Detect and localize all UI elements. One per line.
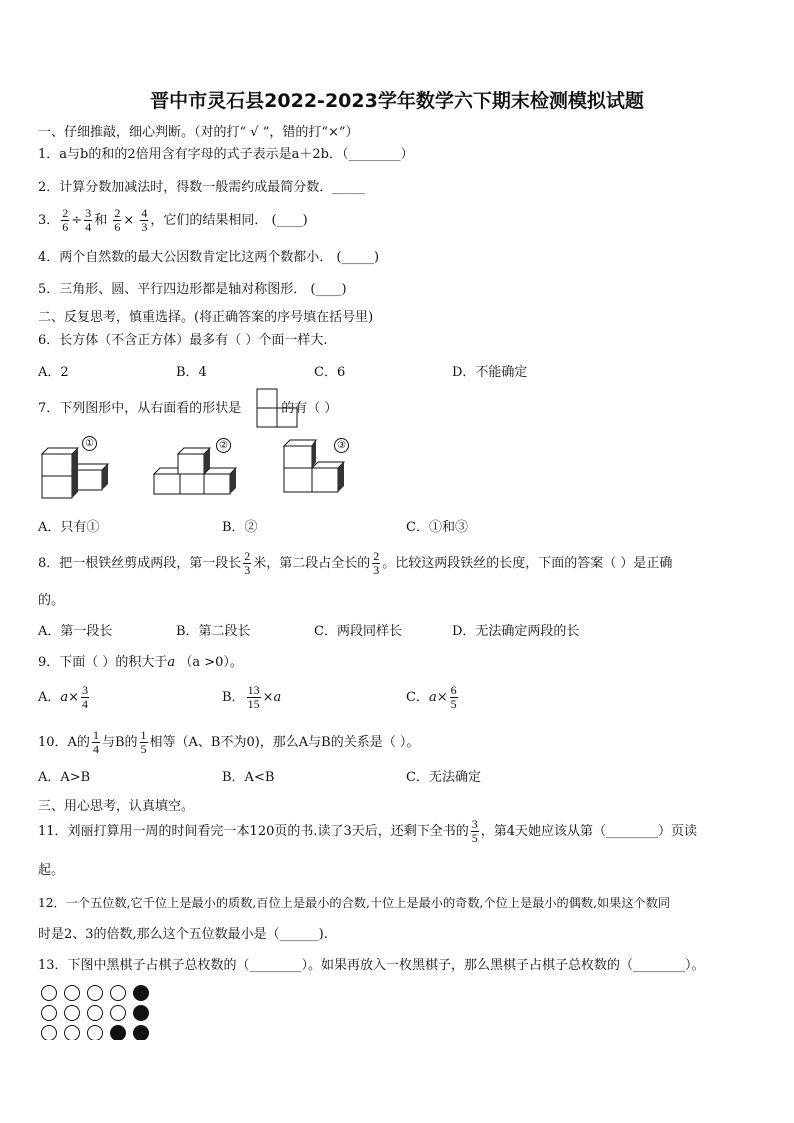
question-9-option-b[interactable]: B． $\frac{13}{15}$ ×a bbox=[222, 683, 282, 711]
white-chess-piece bbox=[42, 1006, 57, 1021]
question-5: 5．三角形、圆、平行四边形都是轴对称图形． (____) bbox=[38, 282, 347, 297]
black-chess-piece bbox=[111, 1026, 126, 1041]
section-2-heading: 二、反复思考，慎重选择。(将正确答案的序号填在括号里) bbox=[38, 310, 374, 325]
white-chess-piece bbox=[88, 986, 103, 1001]
fraction: $\frac{2}{6}$ bbox=[62, 206, 69, 234]
white-chess-piece bbox=[42, 1026, 57, 1041]
question-11: 11．刘丽打算用一周的时间看完一本120页的书.读了3天后，还剩下全书的 $\frac{3}{5}$ ，第4天她应该从第（________）页读 bbox=[38, 817, 698, 845]
question-8-option-b[interactable]: B．第二段长 bbox=[176, 624, 251, 639]
white-chess-piece bbox=[111, 1006, 126, 1021]
question-9-option-a[interactable]: A．a× $\frac{3}{4}$ bbox=[38, 683, 89, 711]
white-chess-piece bbox=[65, 1006, 80, 1021]
fraction: $\frac{6}{5}$ bbox=[450, 683, 457, 711]
question-6-option-a[interactable]: A．2 bbox=[38, 365, 69, 380]
q7-figure-3-label: ③ bbox=[334, 438, 349, 454]
q7-figure-1-label: ① bbox=[82, 436, 97, 452]
question-9: 9．下面（ ）的积大于a （a >0）。 bbox=[38, 655, 243, 670]
question-8-continued: 的。 bbox=[38, 593, 65, 608]
question-10-option-b[interactable]: B．A<B bbox=[222, 770, 275, 785]
white-chess-piece bbox=[88, 1006, 103, 1021]
question-10-option-c[interactable]: C．无法确定 bbox=[406, 770, 481, 785]
fraction: $\frac{13}{15}$ bbox=[247, 683, 260, 711]
fraction: $\frac{2}{3}$ bbox=[373, 549, 380, 577]
question-3: 3． $\frac{2}{6}$ ÷ $\frac{3}{4}$ 和 $\frac{2}{6}$ × $\frac{4}{3}$ ，它们的结果相同． (____) bbox=[38, 206, 308, 234]
question-7: 7．下列图形中，从右面看的形状是 的有（ ） bbox=[38, 401, 338, 416]
section-1-heading: 一、仔细推敲，细心判断。（对的打“ √ ”，错的打“×”） bbox=[38, 125, 359, 140]
question-6-option-b[interactable]: B．4 bbox=[176, 365, 207, 380]
q7-figure-2-label: ② bbox=[216, 438, 231, 454]
question-11-continued: 起。 bbox=[38, 863, 65, 878]
fraction: $\frac{3}{4}$ bbox=[85, 206, 92, 234]
question-1: 1．a与b的和的2倍用含有字母的式子表示是a＋2b．（________） bbox=[38, 147, 414, 162]
section-3-heading: 三、用心思考，认真填空。 bbox=[38, 799, 195, 814]
question-8-option-c[interactable]: C．两段同样长 bbox=[314, 624, 402, 639]
white-chess-piece bbox=[65, 1026, 80, 1041]
question-8: 8．把一根铁丝剪成两段，第一段长 $\frac{2}{3}$ 米，第二段占全长的 $\frac{2}{3}$ 。比较这两段铁丝的长度，下面的答案（ ）是正确 bbox=[38, 549, 673, 577]
question-3-number: 3． bbox=[38, 213, 60, 228]
fraction: $\frac{2}{6}$ bbox=[114, 206, 121, 234]
question-7-option-a[interactable]: A．只有① bbox=[38, 520, 100, 535]
black-chess-piece bbox=[134, 1026, 149, 1041]
question-6: 6．长方体（不含正方体）最多有（ ）个面一样大. bbox=[38, 333, 328, 348]
black-chess-piece bbox=[134, 986, 149, 1001]
black-chess-piece bbox=[134, 1006, 149, 1021]
white-chess-piece bbox=[111, 986, 126, 1001]
question-2: 2．计算分数加减法时，得数一般需约成最简分数．_____ bbox=[38, 180, 365, 195]
question-12: 12．一个五位数,它千位上是最小的质数,百位上是最小的合数,十位上是最小的奇数,个位上是最小的偶数,如果这个数同 bbox=[38, 896, 671, 910]
page-title: 晋中市灵石县2022-2023学年数学六下期末检测模拟试题 bbox=[150, 90, 644, 112]
question-9-option-c[interactable]: C．a× $\frac{6}{5}$ bbox=[406, 683, 457, 711]
fraction: $\frac{2}{3}$ bbox=[244, 549, 251, 577]
question-10: 10．A的 $\frac{1}{4}$ 与B的 $\frac{1}{5}$ 相等（A、B不为0)，那么A与B的关系是（ ）。 bbox=[38, 728, 420, 756]
question-7-option-b[interactable]: B．② bbox=[222, 520, 258, 535]
question-4: 4．两个自然数的最大公因数肯定比这两个数都小． (_____) bbox=[38, 250, 380, 265]
q7-figure-3 bbox=[282, 436, 362, 500]
fraction: $\frac{3}{4}$ bbox=[82, 683, 89, 711]
fraction: $\frac{4}{3}$ bbox=[141, 206, 148, 234]
fraction: $\frac{1}{5}$ bbox=[140, 728, 147, 756]
white-chess-piece bbox=[42, 986, 57, 1001]
chess-piece-grid bbox=[40, 984, 160, 1040]
fraction: $\frac{3}{5}$ bbox=[471, 817, 478, 845]
white-chess-piece bbox=[65, 986, 80, 1001]
question-13: 13．下图中黑棋子占棋子总枚数的（________）。如果再放入一枚黑棋子，那么黑棋子占棋子总枚数的（________）。 bbox=[38, 958, 705, 973]
question-7-option-c[interactable]: C．①和③ bbox=[406, 520, 468, 535]
question-8-option-d[interactable]: D．无法确定两段的长 bbox=[452, 624, 580, 639]
white-chess-piece bbox=[88, 1026, 103, 1041]
question-10-option-a[interactable]: A．A>B bbox=[38, 770, 91, 785]
fraction: $\frac{1}{4}$ bbox=[92, 728, 99, 756]
q7-figure-2 bbox=[152, 436, 252, 500]
question-8-option-a[interactable]: A．第一段长 bbox=[38, 624, 113, 639]
question-6-option-d[interactable]: D．不能确定 bbox=[452, 365, 528, 380]
question-6-option-c[interactable]: C．6 bbox=[314, 365, 346, 380]
q7-side-view-shape bbox=[256, 388, 298, 428]
question-12-continued: 时是2、3的倍数,那么这个五位数最小是（______). bbox=[38, 927, 328, 942]
